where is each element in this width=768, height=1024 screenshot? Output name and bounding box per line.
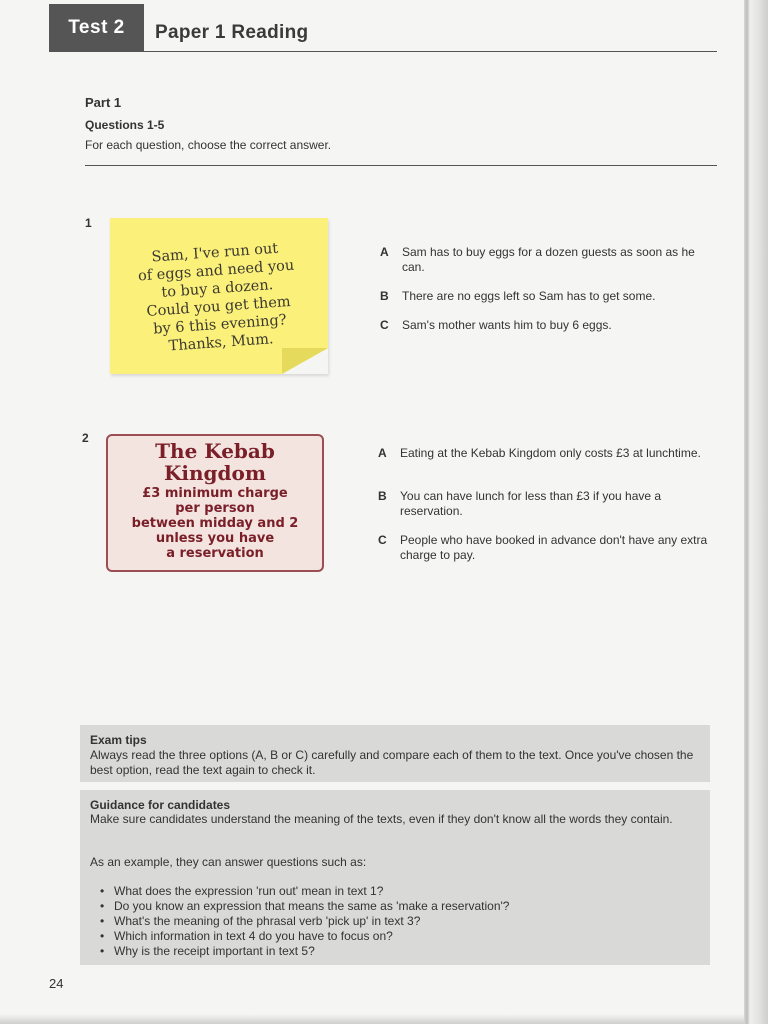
part-label: Part 1 [85, 95, 122, 110]
guidance-title: Guidance for candidates [90, 798, 231, 812]
option-letter: A [380, 245, 389, 259]
restaurant-sign-text: £3 minimum charge per person between midday and 2 unless you have a reservation [131, 486, 299, 561]
bullet-icon: • [100, 914, 105, 928]
section-divider [85, 165, 717, 166]
bullet-icon: • [100, 884, 105, 898]
list-item-text: What does the expression 'run out' mean in text 1? [114, 884, 384, 898]
page-edge [744, 0, 768, 1024]
exam-tips-text: Always read the three options (A, B or C) carefully and compare each of them to the text. Once you've chosen the best option, read the text again to check it. [90, 748, 694, 777]
option-text: Sam's mother wants him to buy 6 eggs. [402, 318, 612, 332]
page-number: 24 [49, 976, 64, 991]
option-text: People who have booked in advance don't have any extra charge to pay. [400, 533, 708, 562]
list-item-text: What's the meaning of the phrasal verb 'pick up' in text 3? [114, 914, 421, 928]
bullet-icon: • [100, 929, 105, 943]
restaurant-sign-title: The Kebab Kingdom [155, 439, 275, 485]
page-bottom-shadow [0, 1014, 744, 1024]
list-item [100, 884, 700, 899]
question-number-2: 2 [82, 431, 89, 445]
guidance-example-intro: As an example, they can answer questions such as: [90, 855, 367, 869]
page-title: Paper 1 Reading [155, 22, 309, 43]
bullet-icon: • [100, 944, 105, 958]
option-letter: B [380, 289, 389, 303]
option-text: You can have lunch for less than £3 if you have a reservation. [400, 489, 662, 518]
guidance-question-list [100, 884, 700, 959]
list-item [100, 899, 700, 914]
guidance-text: Make sure candidates understand the meaning of the texts, even if they don't know all the words they contain. [90, 812, 673, 826]
option-letter: C [378, 533, 387, 547]
list-item [100, 944, 700, 959]
option-text: Sam has to buy eggs for a dozen guests as soon as he can. [402, 245, 695, 274]
instructions: For each question, choose the correct answer. [85, 138, 332, 152]
bullet-icon: • [100, 899, 105, 913]
list-item [100, 929, 700, 944]
option-text: Eating at the Kebab Kingdom only costs £3 at lunchtime. [400, 446, 701, 460]
questions-range: Questions 1-5 [85, 118, 165, 132]
test-badge: Test 2 [49, 4, 144, 52]
list-item-text: Which information in text 4 do you have to focus on? [114, 929, 393, 943]
header-divider [144, 51, 717, 52]
list-item [100, 914, 700, 929]
exam-tips-title: Exam tips [90, 733, 147, 747]
option-letter: A [378, 446, 387, 460]
option-text: There are no eggs left so Sam has to get some. [402, 289, 656, 303]
sticky-note-fold [282, 348, 328, 374]
list-item-text: Do you know an expression that means the same as 'make a reservation'? [114, 899, 510, 913]
option-letter: C [380, 318, 389, 332]
sticky-note-text: Sam, I've run out of eggs and need you to buy a dozen. Could you get them by 6 this evening? Thanks, Mum. [137, 240, 295, 355]
option-letter: B [378, 489, 387, 503]
question-number-1: 1 [85, 216, 92, 230]
list-item-text: Why is the receipt important in text 5? [114, 944, 315, 958]
